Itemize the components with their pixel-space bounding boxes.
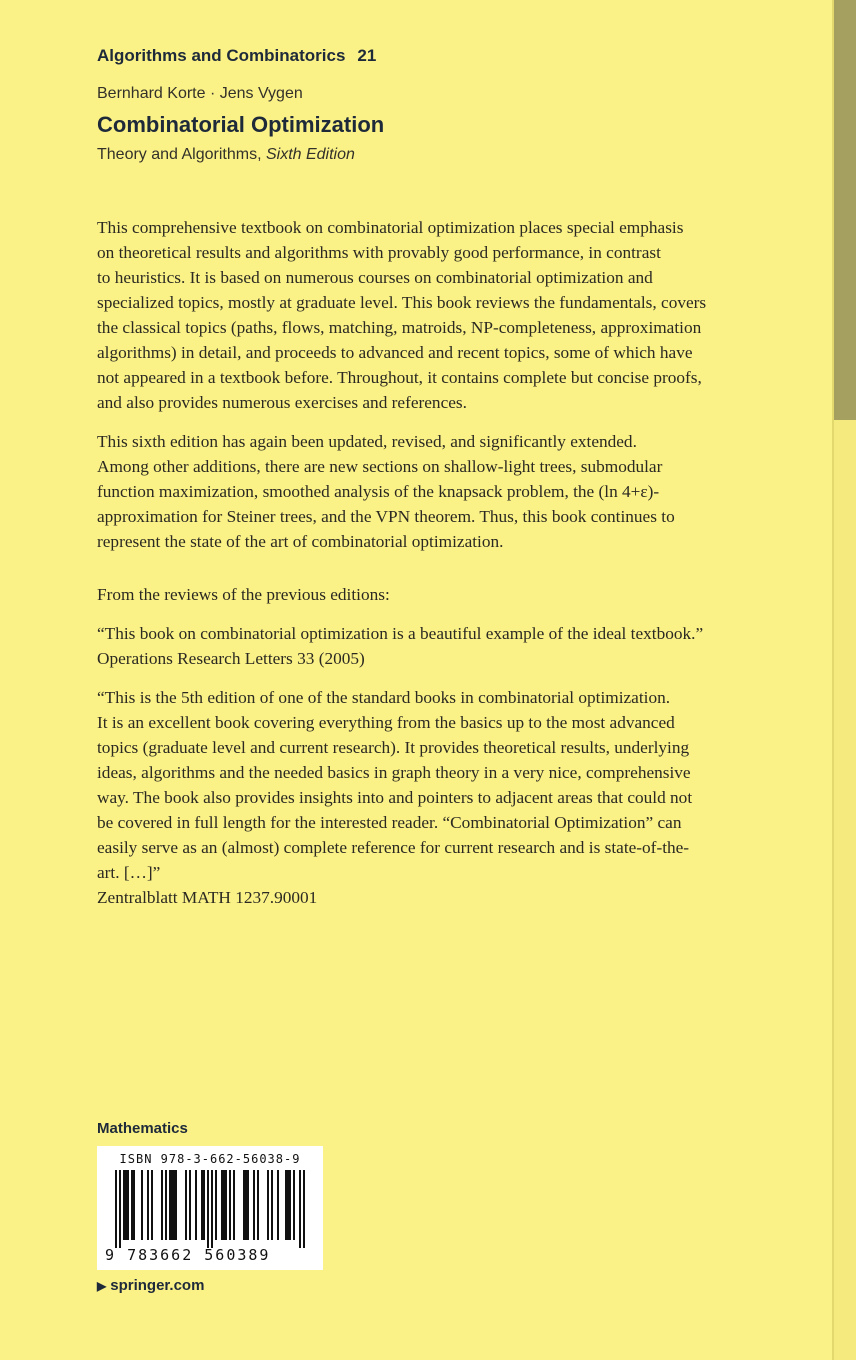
barcode-bar (287, 1170, 289, 1240)
barcode-bar (243, 1170, 245, 1240)
barcode-bar (299, 1170, 301, 1248)
barcode-bar (201, 1170, 203, 1240)
barcode-bar (175, 1170, 177, 1240)
barcode-bar (207, 1170, 209, 1248)
text-line: approximation for Steiner trees, and the VPN theorem. Thus, this book continues to (97, 507, 675, 526)
barcode-bar (133, 1170, 135, 1240)
series-number: 21 (357, 46, 377, 65)
barcode-bar (233, 1170, 235, 1240)
text-line: art. […]” (97, 863, 161, 882)
authors: Bernhard Korte · Jens Vygen (97, 85, 303, 102)
barcode-bar (173, 1170, 175, 1240)
barcode-bar (147, 1170, 149, 1240)
barcode-bar (115, 1170, 117, 1248)
text-line: “This is the 5th edition of one of the standard books in combinatorial optimization. (97, 688, 671, 707)
text-line: to heuristics. It is based on numerous courses on combinatorial optimization and (97, 268, 653, 287)
barcode-bar (225, 1170, 227, 1240)
barcode-bar (119, 1170, 121, 1248)
book-title: Combinatorial Optimization (97, 112, 385, 137)
ean-digits (105, 1246, 317, 1264)
subtitle-main: Theory and Algorithms, (97, 146, 266, 163)
arrow-right-icon: ▶ (97, 1279, 107, 1293)
reviews-heading: From the reviews of the previous editions: (97, 585, 390, 604)
publisher-url: springer.com (110, 1277, 205, 1294)
text-line: easily serve as an (almost) complete reference for current research and is state-of-the- (97, 838, 690, 857)
barcode-bar (151, 1170, 153, 1240)
blurb (97, 215, 777, 924)
spine-edge (832, 0, 834, 1360)
barcode-bar (123, 1170, 125, 1240)
series-name: Algorithms and Combinatorics (97, 46, 346, 65)
barcode-bar (267, 1170, 269, 1240)
text-line: represent the state of the art of combinatorial optimization. (97, 532, 504, 551)
barcode-bar (215, 1170, 217, 1240)
text-line: It is an excellent book covering everything from the basics up to the most advanced (97, 713, 675, 732)
text-line: and also provides numerous exercises and references. (97, 393, 467, 412)
subject-label: Mathematics (97, 1120, 188, 1137)
review-quote-1 (97, 621, 777, 671)
barcode-bar (247, 1170, 249, 1240)
barcode-bar (257, 1170, 259, 1240)
text-line: be covered in full length for the interested reader. “Combinatorial Optimization” can (97, 813, 682, 832)
text-line: specialized topics, mostly at graduate level. This book reviews the fundamentals, covers (97, 293, 707, 312)
barcode-bar (169, 1170, 171, 1240)
ean-left-group: 783662 (127, 1246, 194, 1264)
text-line: the classical topics (paths, flows, matching, matroids, NP-completeness, approximation (97, 318, 702, 337)
barcode-bar (195, 1170, 197, 1240)
text-line: algorithms) in detail, and proceeds to advanced and recent topics, some of which have (97, 343, 693, 362)
review-source: Zentralblatt MATH 1237.90001 (97, 888, 318, 907)
book-subtitle (97, 146, 355, 164)
edition-paragraph (97, 429, 777, 554)
barcode-bar (161, 1170, 163, 1240)
barcode-bar (285, 1170, 287, 1240)
barcode-bar (303, 1170, 305, 1248)
isbn-label: ISBN 978-3-662-56038-9 (119, 1152, 301, 1166)
barcode-bar (289, 1170, 291, 1240)
series-line (97, 46, 376, 66)
barcode-bar (141, 1170, 143, 1240)
description-paragraph (97, 215, 777, 415)
text-line: function maximization, smoothed analysis of the knapsack problem, the (ln 4+ε)- (97, 482, 660, 501)
barcode-bar (229, 1170, 231, 1240)
barcode-bar (245, 1170, 247, 1240)
text-line: This sixth edition has again been updated, revised, and significantly extended. (97, 432, 637, 451)
barcode-bar (127, 1170, 129, 1240)
review-source: Operations Research Letters 33 (2005) (97, 649, 365, 668)
barcode-bar (125, 1170, 127, 1240)
barcode-bar (211, 1170, 213, 1248)
barcode-bar (223, 1170, 225, 1240)
text-line: topics (graduate level and current research). It provides theoretical results, underlying (97, 738, 690, 757)
review-quote-2 (97, 685, 777, 910)
text-line: This comprehensive textbook on combinatorial optimization places special emphasis (97, 218, 684, 237)
spine-shadow (834, 0, 856, 420)
text-line: way. The book also provides insights into and pointers to adjacent areas that could not (97, 788, 693, 807)
text-line: Among other additions, there are new sections on shallow-light trees, submodular (97, 457, 663, 476)
ean-lead-digit: 9 (105, 1246, 117, 1264)
isbn-barcode (97, 1146, 323, 1270)
barcode-bar (203, 1170, 205, 1240)
text-line: ideas, algorithms and the needed basics in graph theory in a very nice, comprehensive (97, 763, 691, 782)
text-line: not appeared in a textbook before. Throughout, it contains complete but concise proofs, (97, 368, 702, 387)
subtitle-edition: Sixth Edition (265, 146, 355, 163)
text-line: “This book on combinatorial optimization is a beautiful example of the ideal textbook.” (97, 624, 704, 643)
barcode-bar (185, 1170, 187, 1240)
barcode-bar (221, 1170, 223, 1240)
barcode-bar (293, 1170, 295, 1240)
barcode-bar (171, 1170, 173, 1240)
barcode-bar (131, 1170, 133, 1240)
barcode-bar (271, 1170, 273, 1240)
barcode-bar (165, 1170, 167, 1240)
publisher-link[interactable] (97, 1277, 204, 1294)
ean-right-group: 560389 (204, 1246, 271, 1264)
barcode-bar (277, 1170, 279, 1240)
barcode-bar (189, 1170, 191, 1240)
barcode-bar (253, 1170, 255, 1240)
text-line: on theoretical results and algorithms with provably good performance, in contrast (97, 243, 661, 262)
barcode-bars (107, 1170, 313, 1248)
